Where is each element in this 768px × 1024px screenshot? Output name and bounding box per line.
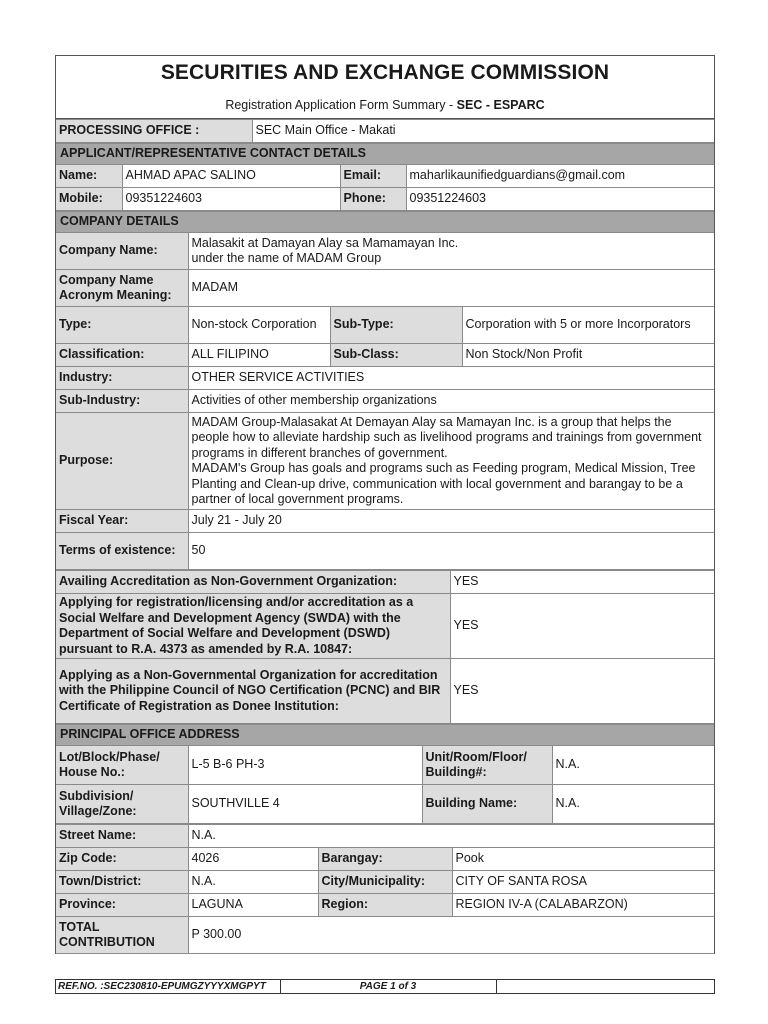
subclass-value: Non Stock/Non Profit: [462, 344, 714, 367]
name-label: Name:: [56, 165, 122, 188]
total-contribution-value: P 300.00: [188, 917, 714, 954]
applicant-table: [56, 143, 714, 211]
subindustry-value: Activities of other membership organizations: [188, 390, 714, 413]
address-table: [56, 724, 714, 824]
company-name-line1: Malasakit at Damayan Alay sa Mamamayan Inc.: [191, 235, 459, 250]
pcnc-label: Applying as a Non-Governmental Organization for accreditation with the Philippine Council of NGO Certification (PCNC) and BIR Certificate of Registration as Donee Institution:: [56, 659, 450, 724]
type-label: Type:: [56, 307, 188, 344]
page-number: PAGE 1 of 3: [280, 980, 497, 993]
swda-label: Applying for registration/licensing and/or accreditation as a Social Welfare and Development Agency (SWDA) with the Department of Social Welfare and Development (DSWD) pursuant to R.A. 4373 as amended by R.A. 10847:: [56, 594, 450, 659]
processing-office-label: PROCESSING OFFICE :: [56, 120, 252, 143]
barangay-value: Pook: [452, 848, 714, 871]
zip-label: Zip Code:: [56, 848, 188, 871]
processing-office-value: SEC Main Office - Makati: [252, 120, 714, 143]
industry-value: OTHER SERVICE ACTIVITIES: [188, 367, 714, 390]
street-label: Street Name:: [56, 825, 188, 848]
unit-value: N.A.: [552, 746, 714, 785]
subtype-label: Sub-Type:: [330, 307, 462, 344]
unit-label: Unit/Room/Floor/ Building#:: [422, 746, 552, 785]
phone-value: 09351224603: [406, 188, 714, 211]
company-name-value: [188, 233, 714, 270]
building-name-value: N.A.: [552, 785, 714, 824]
purpose-label: Purpose:: [56, 413, 188, 510]
term-label: Terms of existence:: [56, 533, 188, 570]
town-label: Town/District:: [56, 871, 188, 894]
email-value: maharlikaunifiedguardians@gmail.com: [406, 165, 714, 188]
phone-label: Phone:: [340, 188, 406, 211]
processing-table: [56, 119, 714, 143]
lot-label: Lot/Block/Phase/ House No.:: [56, 746, 188, 785]
building-name-label: Building Name:: [422, 785, 552, 824]
pcnc-value: YES: [450, 659, 714, 724]
purpose-value: [188, 413, 714, 510]
ngo-accreditation-label: Availing Accreditation as Non-Government Organization:: [56, 571, 450, 594]
city-label: City/Municipality:: [318, 871, 452, 894]
address-section-heading: PRINCIPAL OFFICE ADDRESS: [56, 725, 714, 746]
subtitle-system: SEC - ESPARC: [456, 98, 545, 112]
zip-value: 4026: [188, 848, 318, 871]
page-subtitle: [56, 92, 714, 119]
mobile-label: Mobile:: [56, 188, 122, 211]
type-value: Non-stock Corporation: [188, 307, 330, 344]
term-value: 50: [188, 533, 714, 570]
fiscal-year-label: Fiscal Year:: [56, 510, 188, 533]
subclass-label: Sub-Class:: [330, 344, 462, 367]
purpose-paragraph-1: MADAM Group-Malasakat At Demayan Alay sa Mamayan Inc. is a group that helps the people how to alleviate hardship such as livelihood programs and trainings from government programs in different branches of government.: [191, 414, 702, 460]
barangay-label: Barangay:: [318, 848, 452, 871]
subtitle-text: Registration Application Form Summary -: [225, 98, 457, 112]
region-value: REGION IV-A (CALABARZON): [452, 894, 714, 917]
province-value: LAGUNA: [188, 894, 318, 917]
acronym-value: MADAM: [188, 270, 714, 307]
page-footer: [55, 979, 715, 994]
ngo-accreditation-value: YES: [450, 571, 714, 594]
purpose-paragraph-2: MADAM's Group has goals and programs such as Feeding program, Medical Mission, Tree Planting and Clean-up drive, communication with local government and barangay to be a partner of local government programs.: [191, 461, 696, 506]
classification-label: Classification:: [56, 344, 188, 367]
classification-value: ALL FILIPINO: [188, 344, 330, 367]
company-table: [56, 211, 714, 570]
total-contribution-label: TOTAL CONTRIBUTION: [56, 917, 188, 954]
mobile-value: 09351224603: [122, 188, 340, 211]
company-name-label: Company Name:: [56, 233, 188, 270]
subindustry-label: Sub-Industry:: [56, 390, 188, 413]
street-value: N.A.: [188, 825, 714, 848]
industry-label: Industry:: [56, 367, 188, 390]
city-value: CITY OF SANTA ROSA: [452, 871, 714, 894]
province-label: Province:: [56, 894, 188, 917]
company-section-heading: COMPANY DETAILS: [56, 212, 714, 233]
name-value: AHMAD APAC SALINO: [122, 165, 340, 188]
region-label: Region:: [318, 894, 452, 917]
subdivision-value: SOUTHVILLE 4: [188, 785, 422, 824]
company-name-line2: under the name of MADAM Group: [191, 251, 382, 265]
town-value: N.A.: [188, 871, 318, 894]
page-title: SECURITIES AND EXCHANGE COMMISSION: [160, 61, 610, 84]
accreditation-table: [56, 570, 714, 724]
fiscal-year-value: July 21 - July 20: [188, 510, 714, 533]
applicant-section-heading: APPLICANT/REPRESENTATIVE CONTACT DETAILS: [56, 144, 714, 165]
acronym-label: Company Name Acronym Meaning:: [56, 270, 188, 307]
registration-form: [55, 55, 715, 954]
subdivision-label: Subdivision/ Village/Zone:: [56, 785, 188, 824]
email-label: Email:: [340, 165, 406, 188]
address-table-2: [56, 824, 714, 954]
reference-number: REF.NO. :SEC230810-EPUMGZYYYXMGPYT: [56, 980, 281, 993]
subtype-value: Corporation with 5 or more Incorporators: [462, 307, 714, 344]
lot-value: L-5 B-6 PH-3: [188, 746, 422, 785]
swda-value: YES: [450, 594, 714, 659]
